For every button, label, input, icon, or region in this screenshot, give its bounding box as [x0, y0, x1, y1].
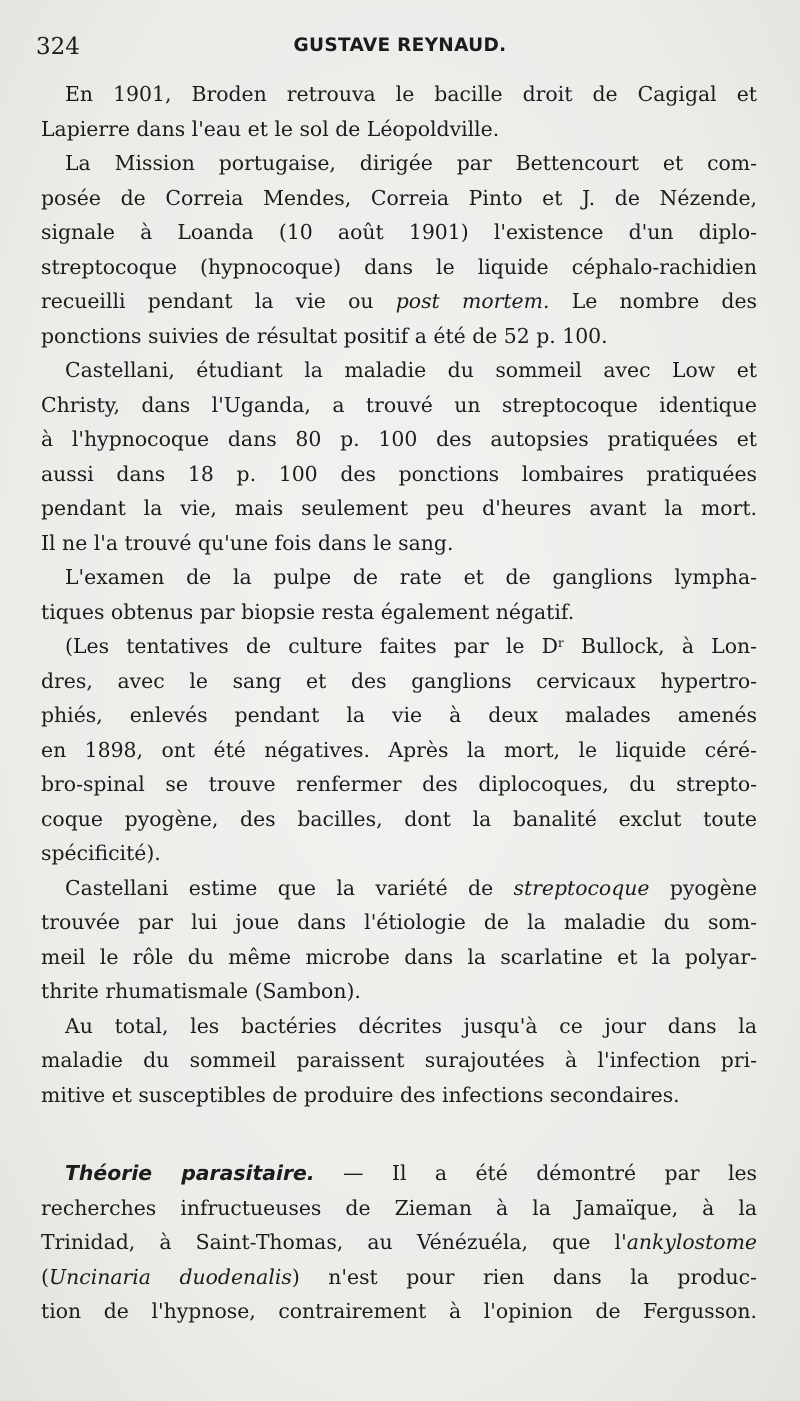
italic-run: post mortem. [395, 289, 550, 313]
text-run: ( [41, 1264, 49, 1289]
text-line: pendant la vie, mais seulement peu d'heures avant la mort. [41, 496, 757, 520]
text-line: Christy, dans l'Uganda, a trouvé un streptocoque identique [41, 392, 757, 417]
text-line: spécificité). [41, 841, 161, 865]
text-line [41, 284, 757, 319]
text-line: coque pyogène, des bacilles, dont la banalité exclut toute [41, 806, 757, 831]
text-line: L'examen de la pulpe de rate et de ganglions lympha- [65, 565, 757, 589]
text-run: Castellani estime que la variété de [65, 875, 494, 900]
text-run: (Les tentatives de culture faites par le D [65, 634, 558, 658]
text-run: recueilli pendant la vie ou [41, 289, 374, 313]
text-line: Au total, les bactéries décrites jusqu'à ce jour dans la [65, 1013, 757, 1038]
text-line: maladie du sommeil paraissent surajoutées à l'infection pri- [41, 1048, 757, 1072]
text-line: ponctions suivies de résultat positif a été de 52 p. 100. [41, 323, 608, 348]
text-line [41, 1260, 757, 1295]
text-line: streptocoque (hypnocoque) dans le liquide céphalo-rachidien [41, 254, 757, 279]
text-line [41, 629, 757, 664]
text-line: mitive et susceptibles de produire des infections secondaires. [41, 1082, 680, 1107]
text-line: à l'hypnocoque dans 80 p. 100 des autopsies pratiquées et [41, 427, 757, 451]
text-run: Bullock, à Lon- [580, 634, 757, 658]
text-line: Il ne l'a trouvé qu'une fois dans le sang. [41, 530, 454, 555]
text-run: — Il a été démontré par les [343, 1161, 757, 1185]
text-line: bro-spinal se trouve renfermer des diplocoques, du strepto- [41, 772, 757, 796]
superscript: r [558, 636, 564, 650]
text-line: Castellani, étudiant la maladie du sommeil avec Low et [65, 358, 757, 382]
text-line: aussi dans 18 p. 100 des ponctions lombaires pratiquées [41, 461, 757, 486]
text-line: signale à Loanda (10 août 1901) l'existence d'un diplo- [41, 220, 757, 244]
text-line [41, 1156, 757, 1191]
italic-run: streptocoque [513, 875, 650, 900]
text-line: Lapierre dans l'eau et le sol de Léopoldville. [41, 116, 500, 141]
running-head: GUSTAVE REYNAUD. [293, 35, 507, 56]
italic-run: Uncinaria duodenalis [48, 1264, 292, 1289]
text-run: pyogène [669, 875, 758, 900]
text-line: meil le rôle du même microbe dans la scarlatine et la polyar- [41, 944, 757, 969]
text-line: trouvée par lui joue dans l'étiologie de la maladie du som- [41, 910, 757, 934]
text-line: La Mission portugaise, dirigée par Bettencourt et com- [65, 151, 757, 175]
page-body [41, 77, 757, 1329]
page-number: 324 [36, 34, 80, 60]
text-run: Trinidad, à Saint-Thomas, au Vénézuéla, que l' [41, 1230, 627, 1254]
text-line [41, 871, 757, 906]
text-run: ) n'est pour rien dans la produc- [291, 1264, 757, 1289]
text-line: dres, avec le sang et des ganglions cervicaux hypertro- [41, 668, 757, 693]
text-line: tiques obtenus par biopsie resta également négatif. [41, 599, 575, 624]
section-gap [41, 1112, 757, 1156]
text-line: posée de Correia Mendes, Correia Pinto et J. de Nézende, [41, 185, 757, 210]
text-line [41, 1225, 757, 1260]
page-header [36, 34, 764, 64]
text-line: phiés, enlevés pendant la vie à deux malades amenés [41, 703, 757, 727]
text-line: thrite rhumatismale (Sambon). [41, 979, 361, 1003]
text-line: recherches infructueuses de Zieman à la Jamaïque, à la [41, 1195, 757, 1220]
section-heading: Théorie parasitaire. [65, 1161, 315, 1185]
text-line: tion de l'hypnose, contrairement à l'opinion de Fergusson. [41, 1299, 757, 1323]
text-line: En 1901, Broden retrouva le bacille droit de Cagigal et [65, 82, 757, 106]
text-run: Le nombre des [571, 289, 757, 313]
italic-run: ankylostome [626, 1230, 757, 1254]
text-line: en 1898, ont été négatives. Après la mort, le liquide céré- [41, 737, 757, 762]
